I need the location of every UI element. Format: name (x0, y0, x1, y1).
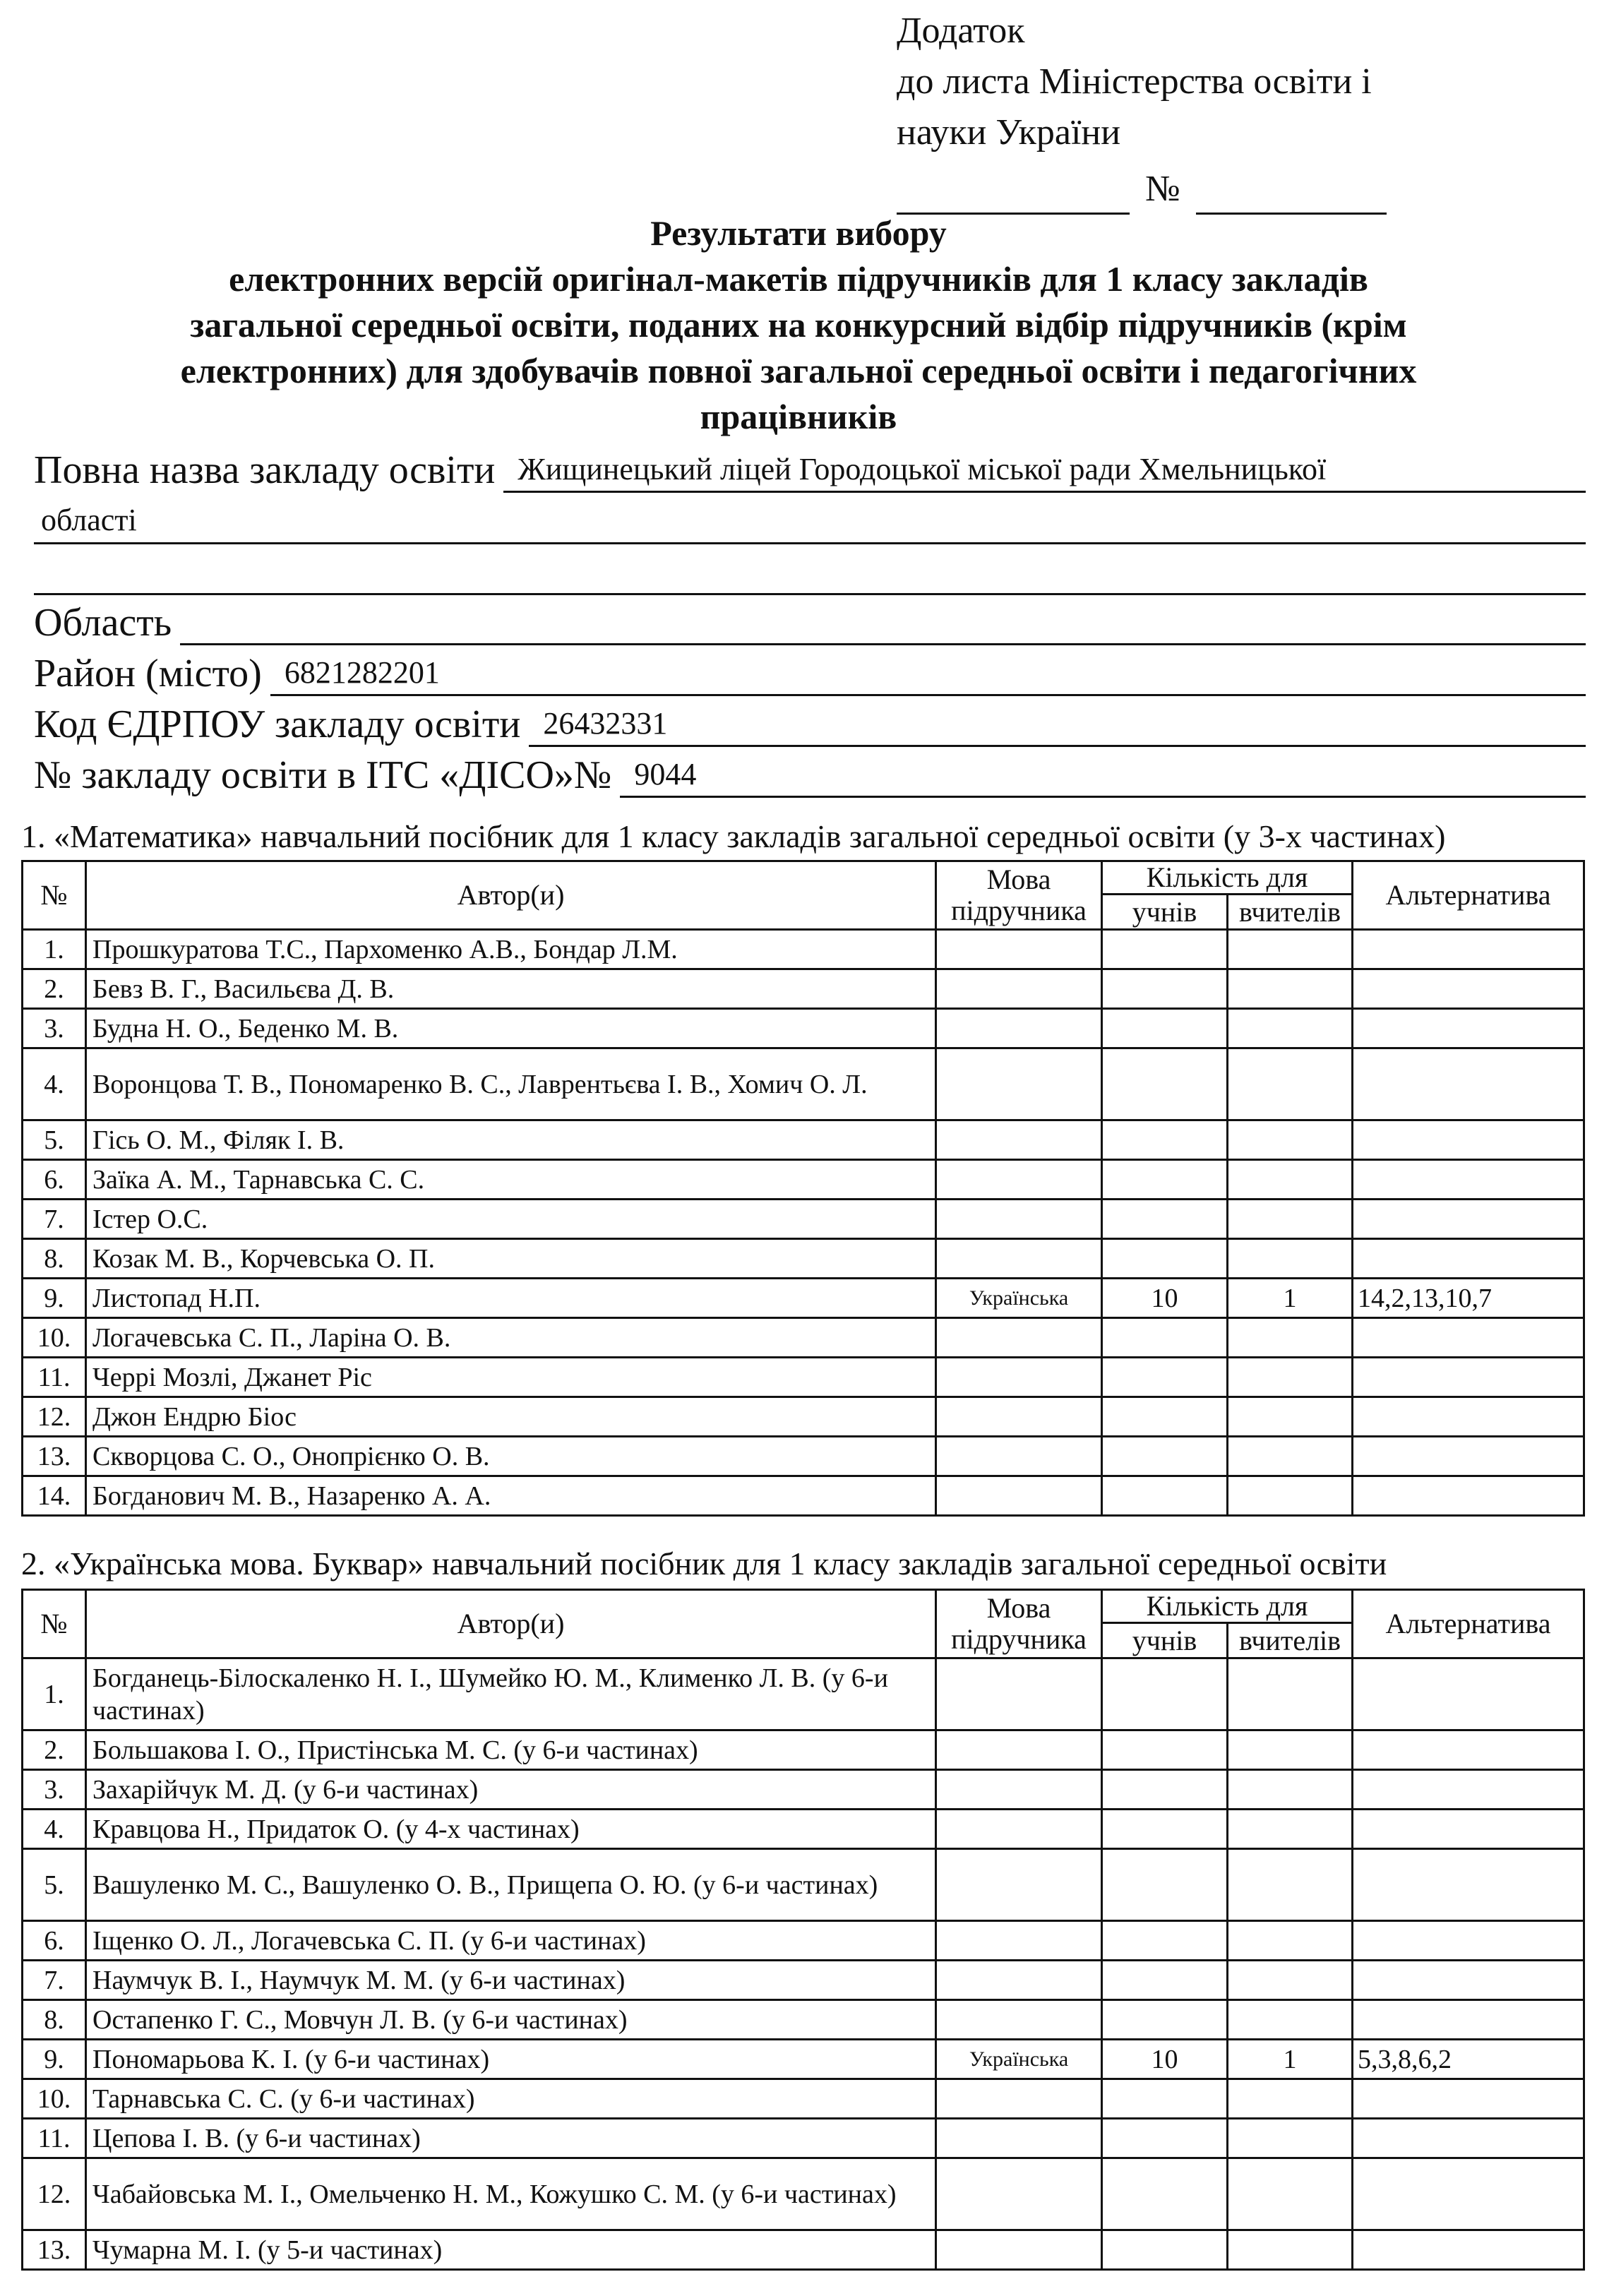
alternative-cell (1353, 1397, 1584, 1437)
language-cell (936, 2158, 1102, 2230)
language-cell (936, 1397, 1102, 1437)
letter-number-sign: № (1145, 169, 1180, 209)
teachers-count-cell: 1 (1228, 2040, 1353, 2079)
language-cell (936, 1120, 1102, 1160)
alternative-cell (1353, 2000, 1584, 2040)
teachers-count-cell (1228, 1160, 1353, 1200)
students-count-cell (1102, 1009, 1228, 1048)
header-language-line-1: Мова (986, 863, 1051, 895)
teachers-count-cell (1228, 930, 1353, 969)
alternative-cell (1353, 1810, 1584, 1849)
header-alternative: Альтернатива (1353, 861, 1584, 930)
alternative-cell (1353, 1921, 1584, 1961)
region-field (34, 600, 1586, 645)
students-count-cell (1102, 1397, 1228, 1437)
author-cell: Захарійчук М. Д. (у 6-и частинах) (86, 1770, 936, 1810)
students-count-cell (1102, 930, 1228, 969)
alternative-cell (1353, 1437, 1584, 1476)
author-cell: Бевз В. Г., Васильєва Д. В. (86, 969, 936, 1009)
row-number: 8. (23, 2000, 86, 2040)
row-number: 14. (23, 1476, 86, 1516)
language-cell (936, 1318, 1102, 1358)
edrpou-field (34, 702, 1586, 747)
language-cell (936, 1239, 1102, 1279)
author-cell: Воронцова Т. В., Пономаренко В. С., Лаврентьєва І. В., Хомич О. Л. (86, 1048, 936, 1120)
alternative-cell (1353, 1318, 1584, 1358)
table-row (23, 930, 1584, 969)
row-number: 9. (23, 1279, 86, 1318)
language-cell (936, 1730, 1102, 1770)
language-cell (936, 1810, 1102, 1849)
language-cell (936, 1476, 1102, 1516)
author-cell: Іщенко О. Л., Логачевська С. П. (у 6-и частинах) (86, 1921, 936, 1961)
author-cell: Большакова І. О., Пристінська М. С. (у 6-и частинах) (86, 1730, 936, 1770)
alternative-cell (1353, 1658, 1584, 1730)
row-number: 5. (23, 1120, 86, 1160)
table-row (23, 1476, 1584, 1516)
row-number: 12. (23, 2158, 86, 2230)
teachers-count-cell (1228, 1730, 1353, 1770)
row-number: 6. (23, 1160, 86, 1200)
teachers-count-cell (1228, 1120, 1353, 1160)
row-number: 3. (23, 1009, 86, 1048)
alternative-cell: 5,3,8,6,2 (1353, 2040, 1584, 2079)
students-count-cell (1102, 2000, 1228, 2040)
students-count-cell (1102, 1658, 1228, 1730)
language-cell (936, 1921, 1102, 1961)
row-number: 1. (23, 1658, 86, 1730)
language-cell (936, 1200, 1102, 1239)
section-1-title: 1. «Математика» навчальний посібник для 1 класу закладів загальної середньої освіти (у 3-х частинах) (21, 818, 1446, 854)
header-students: учнів (1102, 1623, 1228, 1658)
author-cell: Цепова І. В. (у 6-и частинах) (86, 2119, 936, 2158)
table-row (23, 2040, 1584, 2079)
author-cell: Будна Н. О., Беденко М. В. (86, 1009, 936, 1048)
teachers-count-cell (1228, 2230, 1353, 2270)
alternative-cell (1353, 1048, 1584, 1120)
header-author (86, 1590, 936, 1658)
alternative-cell (1353, 1239, 1584, 1279)
addendum-line-2: до листа Міністерства освіти і (897, 61, 1372, 102)
author-cell: Козак М. В., Корчевська О. П. (86, 1239, 936, 1279)
teachers-count-cell (1228, 969, 1353, 1009)
table-row (23, 2000, 1584, 2040)
language-cell (936, 1437, 1102, 1476)
author-cell: Пономарьова К. І. (у 6-и частинах) (86, 2040, 936, 2079)
alternative-cell (1353, 1849, 1584, 1921)
language-cell (936, 1961, 1102, 2000)
alternative-cell (1353, 930, 1584, 969)
teachers-count-cell (1228, 1437, 1353, 1476)
language-cell (936, 1658, 1102, 1730)
alternative-cell (1353, 1358, 1584, 1397)
author-cell: Прошкуратова Т.С., Пархоменко А.В., Бондар Л.М. (86, 930, 936, 969)
language-cell (936, 1770, 1102, 1810)
author-cell: Істер О.С. (86, 1200, 936, 1239)
language-cell (936, 2230, 1102, 2270)
students-count-cell (1102, 1961, 1228, 2000)
students-count-cell (1102, 1437, 1228, 1476)
language-cell (936, 1160, 1102, 1200)
language-cell (936, 1358, 1102, 1397)
teachers-count-cell (1228, 1239, 1353, 1279)
document-title (42, 210, 1555, 440)
alternative-cell (1353, 969, 1584, 1009)
students-count-cell: 10 (1102, 1279, 1228, 1318)
header-quantity: Кількість для (1102, 861, 1353, 895)
students-count-cell: 10 (1102, 2040, 1228, 2079)
header-num: № (23, 1590, 86, 1658)
language-cell (936, 2000, 1102, 2040)
header-author (86, 861, 936, 930)
header-alternative: Альтернатива (1353, 1590, 1584, 1658)
row-number: 5. (23, 1849, 86, 1921)
students-count-cell (1102, 2158, 1228, 2230)
language-cell (936, 2119, 1102, 2158)
row-number: 13. (23, 2230, 86, 2270)
author-cell: Листопад Н.П. (86, 1279, 936, 1318)
edrpou-label: Код ЄДРПОУ закладу освіти (34, 702, 521, 746)
alternative-cell (1353, 1160, 1584, 1200)
teachers-count-cell (1228, 1658, 1353, 1730)
district-label: Район (місто) (34, 652, 262, 695)
district-field (34, 651, 1586, 696)
header-language-line-2: підручника (951, 1623, 1087, 1655)
header-language (936, 861, 1102, 930)
table-row (23, 2158, 1584, 2230)
students-count-cell (1102, 1476, 1228, 1516)
table-row (23, 1810, 1584, 1849)
table-row (23, 1961, 1584, 2000)
students-count-cell (1102, 2230, 1228, 2270)
alternative-cell (1353, 1476, 1584, 1516)
students-count-cell (1102, 1160, 1228, 1200)
students-count-cell (1102, 969, 1228, 1009)
table-row (23, 1730, 1584, 1770)
teachers-count-cell (1228, 1009, 1353, 1048)
table-row (23, 2079, 1584, 2119)
itc-number-field (34, 753, 1586, 798)
region-label: Область (34, 601, 172, 645)
row-number: 11. (23, 2119, 86, 2158)
students-count-cell (1102, 1770, 1228, 1810)
alternative-cell (1353, 1009, 1584, 1048)
title-line-3: загальної середньої освіти, поданих на конкурсний відбір підручників (крім (190, 305, 1407, 345)
author-cell: Наумчук В. І., Наумчук М. М. (у 6-и частинах) (86, 1961, 936, 2000)
teachers-count-cell (1228, 2000, 1353, 2040)
author-cell: Тарнавська С. С. (у 6-и частинах) (86, 2079, 936, 2119)
table-row (23, 1009, 1584, 1048)
table-row (23, 1239, 1584, 1279)
teachers-count-cell (1228, 1318, 1353, 1358)
students-count-cell (1102, 1048, 1228, 1120)
students-count-cell (1102, 1120, 1228, 1160)
itc-number-label: № закладу освіти в ІТС «ДІСО»№ (34, 753, 612, 797)
table-row (23, 2119, 1584, 2158)
school-name-label: Повна назва закладу освіти (34, 448, 496, 492)
alternative-cell: 14,2,13,10,7 (1353, 1279, 1584, 1318)
author-cell: Черрі Мозлі, Джанет Ріс (86, 1358, 936, 1397)
students-count-cell (1102, 2079, 1228, 2119)
teachers-count-cell (1228, 2079, 1353, 2119)
title-line-1: Результати вибору (650, 213, 947, 253)
school-name-blank-line (34, 558, 1586, 595)
alternative-cell (1353, 1961, 1584, 2000)
alternative-cell (1353, 2230, 1584, 2270)
students-count-cell (1102, 1849, 1228, 1921)
language-cell (936, 1048, 1102, 1120)
row-number: 7. (23, 1200, 86, 1239)
row-number: 10. (23, 1318, 86, 1358)
row-number: 11. (23, 1358, 86, 1397)
header-author-label: Автор(и) (457, 879, 565, 911)
students-count-cell (1102, 1358, 1228, 1397)
teachers-count-cell: 1 (1228, 1279, 1353, 1318)
table-row (23, 1397, 1584, 1437)
language-cell (936, 930, 1102, 969)
district-value: 6821282201 (270, 653, 1586, 696)
row-number: 8. (23, 1239, 86, 1279)
header-language-line-2: підручника (951, 895, 1087, 926)
alternative-cell (1353, 1770, 1584, 1810)
author-cell: Скворцова С. О., Онопрієнко О. В. (86, 1437, 936, 1476)
students-count-cell (1102, 2119, 1228, 2158)
teachers-count-cell (1228, 1810, 1353, 1849)
table-row (23, 1200, 1584, 1239)
alternative-cell (1353, 1730, 1584, 1770)
table-row (23, 2230, 1584, 2270)
row-number: 12. (23, 1397, 86, 1437)
teachers-count-cell (1228, 1200, 1353, 1239)
teachers-count-cell (1228, 1476, 1353, 1516)
author-cell: Гісь О. М., Філяк І. В. (86, 1120, 936, 1160)
table-row (23, 1279, 1584, 1318)
teachers-count-cell (1228, 1921, 1353, 1961)
table-row (23, 1849, 1584, 1921)
header-language-line-1: Мова (986, 1592, 1051, 1624)
language-cell (936, 2079, 1102, 2119)
students-count-cell (1102, 1239, 1228, 1279)
header-teachers: вчителів (1228, 895, 1353, 930)
table-row (23, 1358, 1584, 1397)
teachers-count-cell (1228, 1849, 1353, 1921)
table-row (23, 1160, 1584, 1200)
language-cell (936, 1849, 1102, 1921)
table-row (23, 969, 1584, 1009)
row-number: 2. (23, 1730, 86, 1770)
teachers-count-cell (1228, 1961, 1353, 2000)
header-students: учнів (1102, 895, 1228, 930)
addendum-title: Додаток (897, 11, 1025, 51)
school-name-value: Жищинецький ліцей Городоцької міської ради Хмельницької (503, 450, 1586, 493)
section-1-table (21, 860, 1585, 1517)
section-2-table (21, 1589, 1585, 2271)
teachers-count-cell (1228, 1048, 1353, 1120)
school-name-field (34, 448, 1586, 493)
alternative-cell (1353, 1200, 1584, 1239)
author-cell: Кравцова Н., Придаток О. (у 4-х частинах) (86, 1810, 936, 1849)
edrpou-value: 26432331 (529, 704, 1586, 747)
language-cell: Українська (936, 1279, 1102, 1318)
table-row (23, 1921, 1584, 1961)
author-cell: Вашуленко М. С., Вашуленко О. В., Прищепа О. Ю. (у 6-и частинах) (86, 1849, 936, 1921)
row-number: 3. (23, 1770, 86, 1810)
author-cell: Остапенко Г. С., Мовчун Л. В. (у 6-и частинах) (86, 2000, 936, 2040)
author-cell: Чумарна М. І. (у 5-и частинах) (86, 2230, 936, 2270)
table-row (23, 1318, 1584, 1358)
students-count-cell (1102, 1318, 1228, 1358)
row-number: 7. (23, 1961, 86, 2000)
header-teachers: вчителів (1228, 1623, 1353, 1658)
header-author-label: Автор(и) (457, 1608, 565, 1639)
row-number: 2. (23, 969, 86, 1009)
table-row (23, 1658, 1584, 1730)
region-value (180, 602, 1586, 645)
alternative-cell (1353, 1120, 1584, 1160)
author-cell: Чабайовська М. І., Омельченко Н. М., Кожушко С. М. (у 6-и частинах) (86, 2158, 936, 2230)
row-number: 6. (23, 1921, 86, 1961)
students-count-cell (1102, 1730, 1228, 1770)
row-number: 13. (23, 1437, 86, 1476)
language-cell (936, 969, 1102, 1009)
author-cell: Логачевська С. П., Ларіна О. В. (86, 1318, 936, 1358)
section-2-title: 2. «Українська мова. Буквар» навчальний посібник для 1 класу закладів загальної середньої освіти (21, 1545, 1387, 1582)
row-number: 1. (23, 930, 86, 969)
row-number: 10. (23, 2079, 86, 2119)
language-cell (936, 1009, 1102, 1048)
teachers-count-cell (1228, 2119, 1353, 2158)
title-line-5: працівників (700, 397, 897, 436)
alternative-cell (1353, 2079, 1584, 2119)
table-row (23, 1120, 1584, 1160)
title-line-2: електронних версій оригінал-макетів підручників для 1 класу закладів (229, 259, 1368, 299)
language-cell: Українська (936, 2040, 1102, 2079)
alternative-cell (1353, 2119, 1584, 2158)
table-row (23, 1048, 1584, 1120)
students-count-cell (1102, 1810, 1228, 1849)
author-cell: Заїка А. М., Тарнавська С. С. (86, 1160, 936, 1200)
header-language (936, 1590, 1102, 1658)
row-number: 4. (23, 1048, 86, 1120)
letter-reference-line (897, 164, 1387, 215)
alternative-cell (1353, 2158, 1584, 2230)
teachers-count-cell (1228, 1358, 1353, 1397)
title-line-4: електронних) для здобувачів повної загальної середньої освіти і педагогічних (180, 351, 1417, 390)
students-count-cell (1102, 1921, 1228, 1961)
teachers-count-cell (1228, 2158, 1353, 2230)
table-row (23, 1437, 1584, 1476)
author-cell: Богданович М. В., Назаренко А. А. (86, 1476, 936, 1516)
itc-number-value: 9044 (620, 755, 1586, 798)
header-quantity: Кількість для (1102, 1590, 1353, 1623)
table-row (23, 1770, 1584, 1810)
teachers-count-cell (1228, 1397, 1353, 1437)
row-number: 4. (23, 1810, 86, 1849)
addendum-block (897, 6, 1387, 215)
header-num: № (23, 861, 86, 930)
teachers-count-cell (1228, 1770, 1353, 1810)
addendum-line-3: науки України (897, 112, 1121, 153)
row-number: 9. (23, 2040, 86, 2079)
author-cell: Богданець-Білоскаленко Н. І., Шумейко Ю. М., Клименко Л. В. (у 6-и частинах) (86, 1658, 936, 1730)
students-count-cell (1102, 1200, 1228, 1239)
school-name-continuation: області (34, 498, 1586, 544)
author-cell: Джон Ендрю Біос (86, 1397, 936, 1437)
